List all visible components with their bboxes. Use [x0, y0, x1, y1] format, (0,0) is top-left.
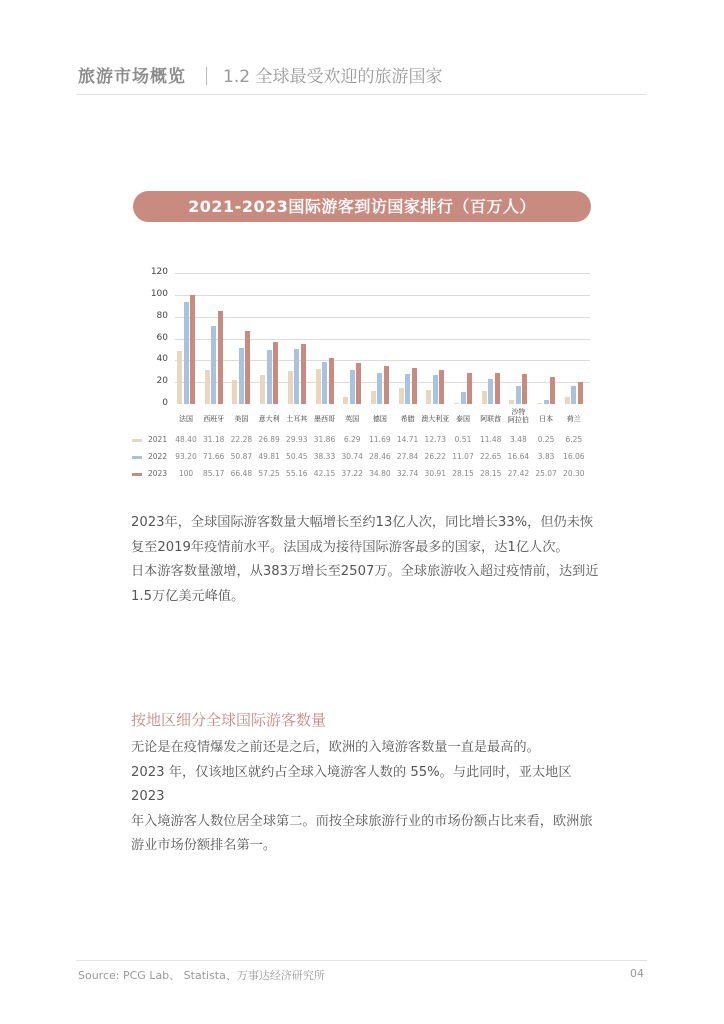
legend-label: 2023 [148, 469, 168, 478]
table-cell: 31.86 [313, 435, 336, 444]
footer-rule [76, 960, 647, 961]
y-tick-label: 80 [156, 310, 168, 321]
table-cell: 22.28 [230, 435, 253, 444]
table-cell: 48.40 [175, 435, 197, 444]
bar-2022 [571, 386, 576, 404]
category-label: 意大利 [258, 415, 280, 423]
bar-2022 [544, 400, 549, 404]
bar-2021 [482, 391, 487, 404]
category-label: 澳大利亚 [421, 415, 450, 423]
bar-2022 [294, 349, 299, 404]
table-cell: 50.87 [230, 452, 253, 461]
text-line: 2023 年，仅该地区就约占全球入境游客人数的 55%。与此同时，亚太地区 2023 [131, 764, 572, 804]
bar-2021 [565, 397, 570, 404]
table-cell: 71.66 [202, 452, 225, 461]
page-number: 04 [630, 967, 644, 980]
bar-2021 [371, 391, 376, 404]
section-title: 旅游市场概览 [78, 67, 186, 87]
bar-2023 [467, 373, 472, 404]
gridline [175, 273, 590, 274]
bar-2021 [205, 370, 210, 404]
text-line: 年入境游客人数位居全球第二。而按全球旅游行业的市场份额占比来看，欧洲旅 [131, 813, 593, 829]
bar-2021 [343, 397, 348, 404]
bar-chart [130, 262, 600, 487]
legend-label: 2022 [148, 452, 168, 461]
region-paragraph [131, 736, 601, 859]
bar-2021 [177, 351, 182, 404]
bar-2021 [426, 390, 431, 404]
table-cell: 26.22 [424, 452, 447, 461]
category-label: 墨西哥 [314, 415, 335, 423]
section-heading: 按地区细分全球国际游客数量 [131, 711, 327, 729]
gridline [175, 360, 590, 361]
category-label: 法国 [179, 415, 193, 423]
table-cell: 11.48 [479, 435, 502, 444]
bar-2022 [184, 302, 189, 404]
table-cell: 16.64 [507, 452, 530, 461]
bar-2023 [550, 377, 555, 404]
bar-2022 [377, 373, 382, 404]
category-label: 荷兰 [566, 415, 581, 423]
bar-2023 [245, 331, 250, 404]
category-label: 英国 [345, 415, 360, 423]
table-cell: 26.89 [258, 435, 280, 444]
bar-2023 [329, 358, 334, 404]
bar-2021 [509, 400, 514, 404]
table-cell: 31.18 [202, 435, 225, 444]
table-cell: 0.51 [454, 435, 472, 444]
table-cell: 100 [178, 469, 194, 478]
y-tick-label: 40 [156, 354, 168, 365]
bar-2023 [356, 363, 361, 404]
bar-2021 [232, 380, 237, 404]
source-note: Source: PCG Lab、 Statista、万事达经济研究所 [78, 969, 325, 982]
legend-label: 2021 [148, 435, 168, 444]
y-tick-label: 100 [150, 288, 168, 299]
table-cell: 28.15 [479, 469, 502, 478]
bar-2021 [399, 388, 404, 404]
table-cell: 12.73 [424, 435, 447, 444]
legend-swatch [132, 439, 142, 442]
table-cell: 6.29 [343, 435, 361, 444]
bar-2022 [322, 362, 327, 404]
table-cell: 6.25 [565, 435, 583, 444]
bar-2021 [260, 375, 265, 404]
table-cell: 37.22 [341, 469, 363, 478]
table-cell: 55.16 [286, 469, 308, 478]
bar-2022 [267, 350, 272, 404]
summary-paragraph [131, 511, 601, 609]
bar-2022 [433, 375, 438, 404]
y-tick-label: 0 [162, 398, 168, 408]
table-cell: 11.69 [369, 435, 391, 444]
bar-2023 [273, 342, 278, 404]
category-label: 西班牙 [203, 415, 225, 423]
bar-2022 [461, 392, 466, 404]
chart-title: 2021-2023国际游客到访国家排行（百万人） [133, 191, 591, 222]
bar-2023 [439, 370, 444, 404]
table-cell: 34.80 [369, 469, 391, 478]
gridline [175, 339, 590, 340]
text-line: 2023年，全球国际游客数量大幅增长至约13亿人次，同比增长33%，但仍未恢 [131, 515, 594, 530]
bar-2023 [412, 368, 417, 404]
bar-2022 [350, 370, 355, 404]
category-label: 德国 [372, 415, 387, 423]
table-cell: 28.15 [452, 469, 474, 478]
table-cell: 20.30 [563, 469, 585, 478]
header-rule [76, 94, 647, 95]
table-cell: 50.45 [286, 452, 308, 461]
bar-2021 [454, 403, 459, 404]
text-line: 游业市场份额排名第一。 [131, 838, 277, 853]
legend-swatch [132, 456, 142, 459]
gridline [175, 295, 590, 296]
page-subtitle: 1.2 全球最受欢迎的旅游国家 [223, 67, 443, 87]
page-header [78, 62, 442, 87]
bar-2023 [301, 344, 306, 404]
category-label: 阿联酋 [480, 415, 502, 423]
table-cell: 30.74 [341, 452, 363, 461]
legend-swatch [132, 473, 142, 476]
table-cell: 11.07 [452, 452, 474, 461]
text-line: 日本游客数量激增，从383万增长至2507万。全球旅游收入超过疫情前，达到近 [131, 564, 599, 579]
table-cell: 14.71 [396, 435, 419, 444]
bar-2022 [211, 326, 216, 404]
table-cell: 32.74 [396, 469, 419, 478]
text-line: 复至2019年疫情前水平。法国成为接待国际游客最多的国家，达1亿人次。 [131, 539, 569, 555]
category-label: 土耳其 [286, 415, 308, 423]
bar-2022 [488, 379, 493, 404]
table-cell: 42.15 [313, 469, 336, 478]
y-tick-label: 60 [156, 332, 168, 343]
bar-2022 [516, 386, 521, 404]
table-cell: 3.48 [510, 435, 527, 444]
table-cell: 66.48 [230, 469, 253, 478]
table-cell: 27.42 [507, 469, 530, 478]
text-line: 无论是在疫情爆发之前还是之后，欧洲的入境游客数量一直是最高的。 [131, 740, 540, 755]
table-cell: 85.17 [202, 469, 225, 478]
bar-2021 [537, 403, 542, 404]
table-cell: 16.06 [563, 452, 585, 461]
y-tick-label: 120 [150, 267, 168, 277]
table-cell: 28.46 [369, 452, 391, 461]
table-cell: 57.25 [258, 469, 280, 478]
bar-2023 [495, 373, 500, 404]
table-cell: 49.81 [258, 452, 280, 461]
gridline [175, 317, 590, 318]
bar-2021 [288, 371, 293, 404]
bar-2023 [384, 366, 389, 404]
bar-2022 [239, 348, 244, 404]
table-cell: 29.93 [286, 435, 308, 444]
bar-2021 [316, 369, 321, 404]
table-cell: 93.20 [175, 452, 197, 461]
table-cell: 38.33 [313, 452, 336, 461]
table-cell: 22.65 [479, 452, 502, 461]
category-label: 希腊 [400, 415, 415, 423]
category-label: 日本 [539, 415, 554, 423]
bar-2023 [522, 374, 527, 404]
category-label: 沙特 阿拉伯 [507, 408, 529, 424]
header-divider [206, 67, 207, 85]
bar-2022 [405, 374, 410, 404]
table-cell: 30.91 [424, 469, 447, 478]
bar-2023 [578, 382, 583, 404]
bar-2023 [190, 295, 195, 404]
category-label: 泰国 [456, 415, 470, 423]
bar-2023 [218, 311, 223, 404]
table-cell: 27.84 [396, 452, 419, 461]
y-tick-label: 20 [156, 376, 168, 387]
table-cell: 25.07 [535, 469, 557, 478]
text-line: 1.5万亿美元峰值。 [131, 588, 245, 604]
table-cell: 3.83 [537, 452, 555, 461]
category-label: 美国 [234, 415, 249, 423]
table-cell: 0.25 [537, 435, 555, 444]
